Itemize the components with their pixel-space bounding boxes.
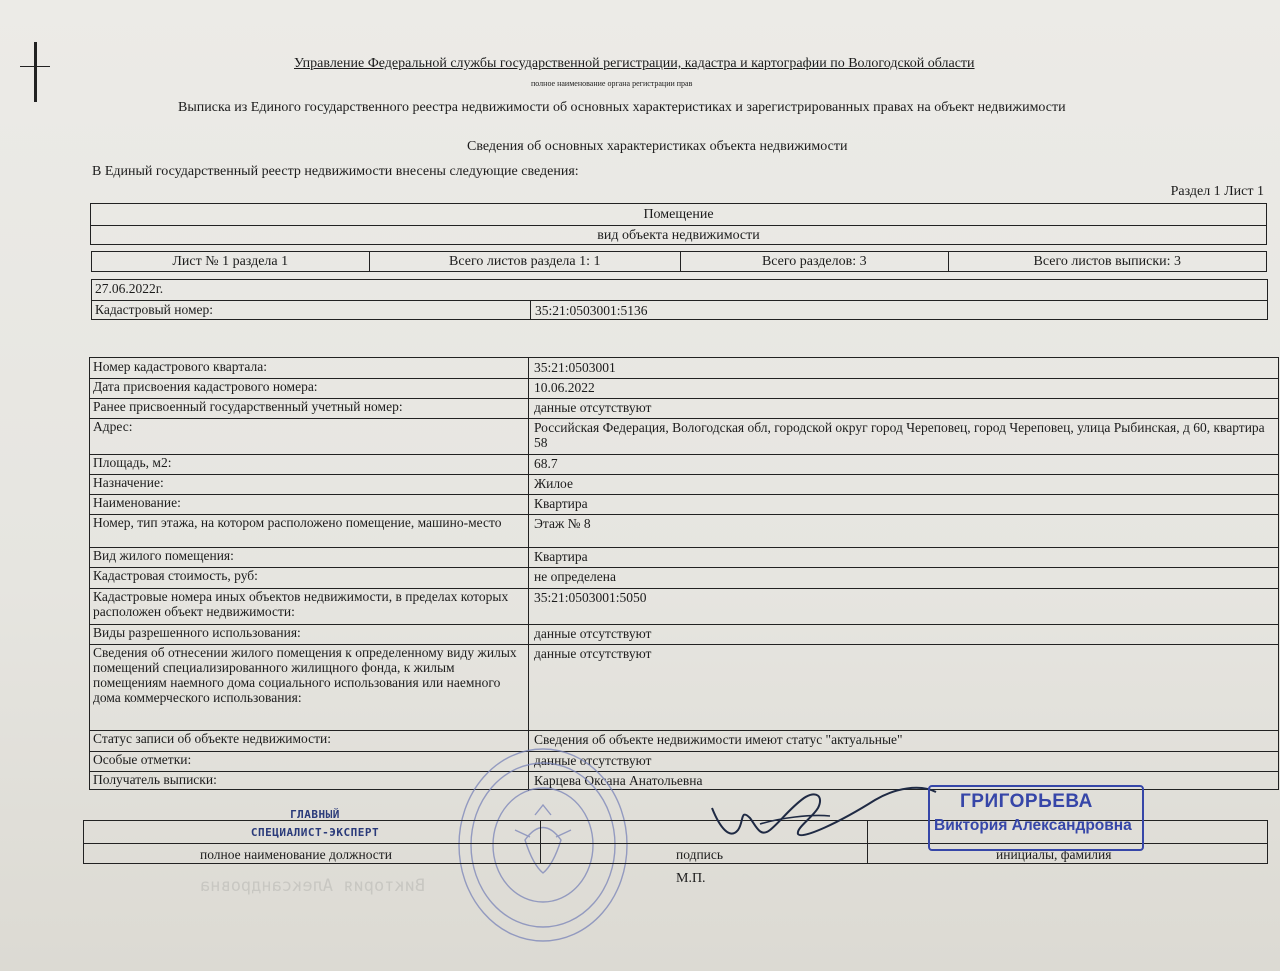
table-row: Площадь, м2: 68.7 (90, 454, 1278, 475)
characteristics-table (89, 357, 1279, 790)
total-sheets: Всего листов выписки: 3 (1033, 254, 1181, 269)
show-through-text: Виктория Александровна (200, 876, 426, 896)
table-row: Вид жилого помещения: Квартира (90, 547, 1278, 568)
stamp-name: Виктория Александровна (934, 817, 1132, 834)
table-row: Кадастровая стоимость, руб: не определена (90, 567, 1278, 589)
margin-mark (20, 66, 50, 67)
table-row: Сведения об отнесении жилого помещения к определенному виду жилых помещений специализированного жилищного фонда, к жилым помещениям наемного дома социального использования или наемного дома коммерческого использования: данные отсутствуют (90, 644, 1278, 731)
initials-caption: инициалы, фамилия (996, 847, 1112, 862)
table-row: Ранее присвоенный государственный учетный номер: данные отсутствуют (90, 398, 1278, 419)
section-title: Сведения об основных характеристиках объекта недвижимости (467, 139, 848, 154)
cadastral-label: Кадастровый номер: (95, 302, 214, 317)
table-row: Назначение: Жилое (90, 474, 1278, 495)
section-sheet-label: Раздел 1 Лист 1 (1170, 184, 1264, 199)
position-line2: СПЕЦИАЛИСТ-ЭКСПЕРТ (250, 826, 380, 839)
document-title: Выписка из Единого государственного реестра недвижимости об основных характеристиках и зарегистрированных правах на объект недвижимости (178, 100, 1066, 115)
sheets-row (91, 251, 1267, 272)
table-row: Кадастровые номера иных объектов недвижимости, в пределах которых расположен объект недвижимости: 35:21:0503001:5050 (90, 588, 1278, 625)
intro-text: В Единый государственный реестр недвижимости внесены следующие сведения: (92, 164, 579, 179)
seal-place-label: М.П. (676, 871, 706, 886)
signature-caption: подпись (676, 847, 724, 862)
name-stamp (928, 785, 1144, 851)
agency-caption: полное наименование органа регистрации прав (531, 79, 693, 88)
table-row: Статус записи об объекте недвижимости: Сведения об объекте недвижимости имеют статус "актуальные" (90, 730, 1278, 752)
table-row: Дата присвоения кадастрового номера: 10.06.2022 (90, 378, 1278, 399)
table-row: Виды разрешенного использования: данные отсутствуют (90, 624, 1278, 645)
object-type-caption: вид объекта недвижимости (597, 228, 760, 243)
position-caption: полное наименование должности (200, 847, 392, 862)
stamp-surname: ГРИГОРЬЕВА (960, 791, 1093, 812)
object-type: Помещение (91, 204, 1266, 226)
agency-name: Управление Федеральной службы государственной регистрации, кадастра и картографии по Вологодской области (294, 56, 975, 71)
total-sections: Всего разделов: 3 (681, 252, 949, 271)
date-cadastral-table (91, 279, 1268, 320)
object-type-table (90, 203, 1267, 245)
handwritten-signature (700, 778, 940, 858)
cadastral-value: 35:21:0503001:5136 (535, 303, 648, 318)
sheets-in-section: Всего листов раздела 1: 1 (370, 252, 681, 271)
margin-mark (34, 42, 37, 102)
sheet-number: Лист № 1 раздела 1 (92, 252, 370, 271)
table-row: Адрес: Российская Федерация, Вологодская обл, городской округ город Череповец, город Череповец, улица Рыбинская, д 60, квартира 58 (90, 418, 1278, 455)
table-row: Номер, тип этажа, на котором расположено помещение, машино-место Этаж № 8 (90, 514, 1278, 548)
table-row: Получатель выписки: Карцева Оксана Анатольевна (90, 771, 1278, 791)
table-row: Особые отметки: данные отсутствуют (90, 751, 1278, 772)
table-row: Наименование: Квартира (90, 494, 1278, 515)
extract-date: 27.06.2022г. (95, 281, 164, 296)
table-row: Номер кадастрового квартала: 35:21:0503001 (90, 358, 1278, 379)
position-line1: ГЛАВНЫЙ (290, 808, 340, 821)
